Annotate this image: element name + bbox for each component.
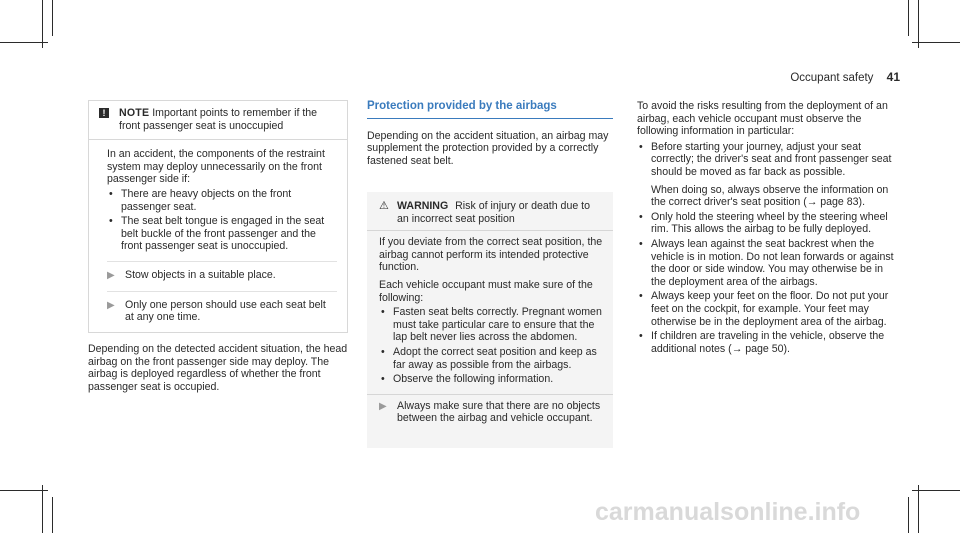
exclamation-icon: ! (99, 108, 109, 118)
note-title: NOTE (119, 107, 150, 119)
crop-mark (912, 42, 960, 43)
warning-paragraph: Each vehicle occupant must make sure of the following: (379, 278, 593, 304)
arrow-right-icon: ▶ (107, 269, 115, 281)
note-box (88, 100, 348, 333)
crop-mark (918, 485, 919, 533)
divider (367, 230, 613, 231)
crop-mark (42, 0, 43, 48)
tip-item (107, 299, 337, 324)
section-heading: Protection provided by the airbags (367, 100, 557, 112)
crop-mark (52, 0, 53, 36)
divider (107, 291, 337, 292)
list-item: • There are heavy objects on the front passenger seat. (107, 188, 337, 213)
list-item: • Before starting your journey, adjust your seat correctly; the driver's seat and front passenger seat should be moved as far back as possible. When doing so, always observe the information on the correct driver's seat position (→ page 83). (637, 141, 895, 209)
body-paragraph: To avoid the risks resulting from the deployment of an airbag, each vehicle occupant must observe the following information in particular: (637, 100, 888, 138)
page-reference-link[interactable]: (→ page 83). (803, 196, 866, 209)
crop-mark (918, 0, 919, 48)
page-reference-link[interactable]: (→ page 50). (728, 342, 791, 355)
watermark: carmanualsonline.info (595, 498, 861, 526)
list-item: • The seat belt tongue is engaged in the seat belt buckle of the front passenger and the front passenger seat is unoccupied. (107, 215, 337, 253)
safety-bullets (637, 141, 895, 356)
arrow-right-icon: ▶ (107, 299, 115, 311)
tip-text: Stow objects in a suitable place. (125, 268, 276, 281)
tip-text: Only one person should use each seat belt at any one time. (125, 298, 326, 324)
tip-text: Always make sure that there are no objects between the airbag and vehicle occupant. (397, 399, 601, 425)
arrow-right-icon: ▶ (379, 400, 387, 412)
crop-mark (0, 42, 48, 43)
note-body (89, 140, 347, 324)
divider (107, 261, 337, 262)
body-paragraph: Depending on the accident situation, an airbag may supplement the protection provided by a correctly fastened seat belt. (367, 129, 609, 167)
crop-mark (912, 490, 960, 491)
list-item: • Fasten seat belts correctly. Pregnant women must take particular care to ensure that the lap belt never lies across the abdomen. (379, 306, 603, 344)
note-intro: In an accident, the components of the restraint system may deploy unnecessarily on the front passenger side if: (107, 148, 325, 186)
note-title-text: Important points to remember if the front passenger seat is unoccupied (119, 107, 318, 132)
tip-item (379, 400, 603, 425)
section (367, 100, 613, 167)
crop-mark (52, 497, 53, 533)
section-title: Occupant safety (790, 72, 874, 84)
crop-mark (908, 497, 909, 533)
page-header (790, 70, 900, 84)
list-item: • Adopt the correct seat position and keep as far away as possible from the airbags. (379, 346, 603, 371)
warning-paragraph: If you deviate from the correct seat position, the airbag cannot perform its intended protective function. (379, 236, 603, 274)
tip-item (107, 269, 337, 283)
page-number: 41 (886, 70, 900, 84)
section (637, 100, 895, 357)
list-item: • Only hold the steering wheel by the steering wheel rim. This allows the airbag to be fully deployed. (637, 211, 895, 236)
crop-mark (42, 485, 43, 533)
body-paragraph: Depending on the detected accident situation, the head airbag on the front passenger side may deploy. The airbag is deployed regardless of whether the front passenger seat is occupied. (88, 343, 348, 393)
heading-rule (367, 118, 613, 119)
warning-bullets (379, 306, 603, 386)
warning-title-text: Risk of injury or death due to an incorrect seat position (397, 200, 591, 225)
list-item: • Always keep your feet on the floor. Do not put your feet on the cockpit, for example. Your feet may otherwise be in the deployment area of the airbag. (637, 290, 895, 328)
crop-mark (0, 490, 48, 491)
divider (367, 394, 613, 395)
warning-triangle-icon: ⚠ (379, 200, 389, 212)
warning-title: WARNING (397, 200, 449, 212)
warning-header (379, 200, 603, 225)
warning-box (367, 192, 613, 448)
list-item: • Always lean against the seat backrest when the vehicle is in motion. Do not lean forwards or against the door or side window. You may otherwise be in the deployment area of the airbags. (637, 238, 895, 288)
list-item: • Observe the following information. (379, 373, 603, 386)
crop-mark (908, 0, 909, 36)
note-header (89, 101, 347, 132)
list-item: • If children are traveling in the vehicle, observe the additional notes (→ page 50). (637, 330, 895, 355)
note-bullets (107, 188, 337, 253)
